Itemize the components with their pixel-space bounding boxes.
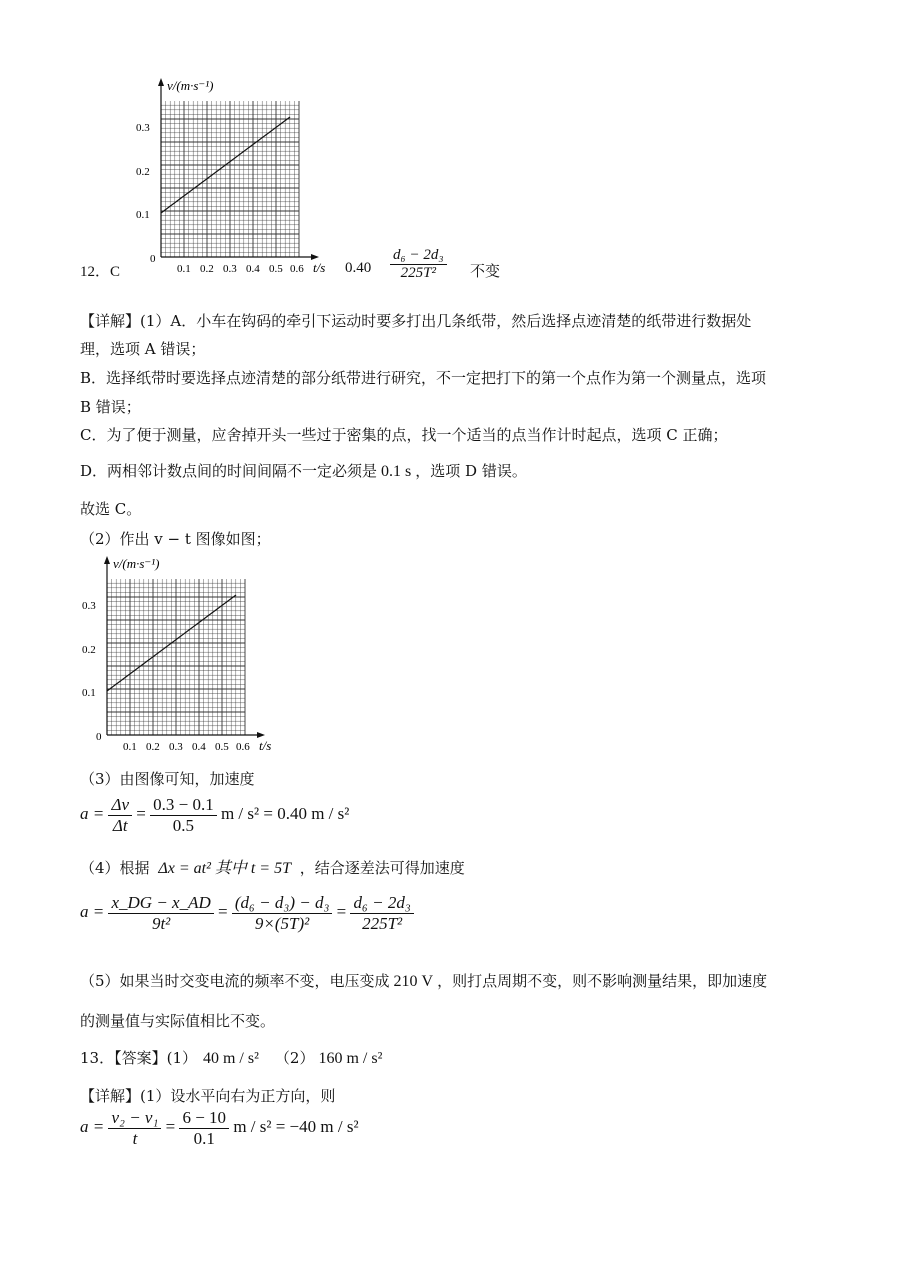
detail-p5a: [80, 970, 767, 991]
eq3-f2-num: 0.3 − 0.1: [150, 795, 217, 816]
eq4-f2-num: (d₆ − d₃) − d₃: [232, 893, 333, 914]
detail-p3: （3）由图像可知，加速度: [80, 770, 255, 788]
x-tick-0.4: 0.4: [246, 263, 260, 275]
x-tick-0.1: 0.1: [123, 741, 137, 753]
eq3-rest: m / s² = 0.40 m / s²: [220, 803, 350, 823]
eq3-f1-den: Δt: [112, 815, 128, 835]
y-axis-label: v/(m·s⁻¹): [167, 78, 214, 93]
eq4-f1-den: 9t²: [151, 913, 171, 933]
q12-number: 12．C: [80, 264, 121, 280]
detail-pBb: B 错误；: [80, 398, 141, 416]
q13-a1: 40 m / s²: [202, 1050, 259, 1067]
eq4-f1-num: x_DG − x_AD: [108, 893, 213, 914]
x-axis-label: t/s: [313, 260, 326, 275]
q12-answer-4: 不变: [470, 262, 501, 280]
equation-13: a = $\frac{\text{v₂ − v₁}}{t}$ = $\frac{6 - 10}{0.1}$ m / s² = −40 m / s²: [80, 1108, 359, 1148]
p5a-value: 210 V: [393, 973, 434, 990]
q13-answer: [80, 1047, 382, 1068]
q13-header: 13．【答案】(1）: [80, 1049, 197, 1067]
detail-pC: C．为了便于测量，应舍掉开头一些过于密集的点，找一个适当的点当作计时起点，选项 C 正确；: [80, 426, 728, 444]
pD-post: ，选项 D 错误。: [415, 462, 527, 480]
eq4-f3-num: d₆ − 2d₃: [350, 893, 413, 914]
equation-4: a = $\frac{x\_DG - x\_AD}{\text{9t²}}$ = $\frac{\text{(d₆ − d₃) − d₃}}{\text{9×(5T)²}}$ = $\frac{\text{d₆ − 2d₃}}{\text{225T²}}$: [80, 893, 414, 933]
x-tick-0.4: 0.4: [192, 741, 206, 753]
equation-3: a = $\frac{\Delta v}{\Delta t}$ = $\frac{0.3 - 0.1}{0.5}$ m / s² = 0.40 m / s²: [80, 795, 350, 835]
eq4-f2-den: 9×(5T)²: [254, 913, 310, 933]
eq4-lhs: a =: [80, 901, 105, 921]
y-tick-0.3: 0.3: [82, 600, 96, 612]
ans3-denominator: 225T²: [400, 265, 436, 282]
q12-answer-2: 0.40: [345, 260, 372, 276]
x-tick-0.2: 0.2: [146, 741, 160, 753]
eq13-rest: m / s² = −40 m / s²: [233, 1116, 359, 1136]
y-tick-0.3: 0.3: [136, 122, 150, 134]
p4-pre: （4）根据: [80, 859, 150, 877]
pD-pre: D．两相邻计数点间的时间间隔不一定必须是: [80, 462, 378, 480]
x-tick-0.2: 0.2: [200, 263, 214, 275]
eq3-lhs: a =: [80, 803, 105, 823]
y-tick-0.2: 0.2: [82, 644, 96, 656]
p4-post: ，结合逐差法可得加速度: [299, 859, 465, 877]
q12-answer-3: [390, 247, 447, 283]
ans3-numerator: d₆ − 2d₃: [390, 247, 447, 265]
y-axis-label: v/(m·s⁻¹): [113, 556, 160, 571]
y-axis-arrow: [158, 78, 164, 86]
detail-p1a: 【详解】(1）A．小车在钩码的牵引下运动时要多打出几条纸带，然后选择点迹清楚的纸带进行数据处: [80, 312, 752, 330]
eq13-lhs: a =: [80, 1116, 105, 1136]
y-tick-0.1: 0.1: [136, 209, 150, 221]
graph-grid: [107, 579, 245, 735]
eq13-f1-den: t: [132, 1128, 138, 1148]
x-tick-0.3: 0.3: [223, 263, 237, 275]
x-axis-label: t/s: [259, 738, 272, 753]
x-tick-0.3: 0.3: [169, 741, 183, 753]
q13-detail: 【详解】(1）设水平向右为正方向，则: [80, 1087, 336, 1105]
eq3-f1-num: Δv: [108, 795, 132, 816]
eq3-f2-den: 0.5: [172, 815, 195, 835]
origin-label: 0: [96, 731, 102, 743]
detail-choose: 故选 C。: [80, 500, 142, 518]
pD-value: 0.1 s: [381, 463, 412, 480]
graph-grid: [161, 101, 299, 257]
x-tick-0.5: 0.5: [215, 741, 229, 753]
detail-pD: [80, 460, 527, 481]
eq13-f1-num: v₂ − v₁: [108, 1108, 161, 1129]
x-tick-0.6: 0.6: [236, 741, 250, 753]
p4-eq: Δx = at² 其中 t = 5T: [158, 860, 292, 877]
q13-mid: （2）: [274, 1049, 315, 1067]
y-tick-0.1: 0.1: [82, 687, 96, 699]
x-tick-0.1: 0.1: [177, 263, 191, 275]
eq4-f3-den: 225T²: [362, 913, 403, 933]
detail-p5b: 的测量值与实际值相比不变。: [80, 1012, 276, 1030]
detail-p4: [80, 855, 465, 878]
detail-p1b: 理，选项 A 错误；: [80, 340, 206, 358]
detail-p2: （2）作出 v − t 图像如图；: [80, 530, 271, 548]
q13-a2: 160 m / s²: [318, 1050, 383, 1067]
p5a-pre: （5）如果当时交变电流的频率不变，电压变成: [80, 972, 390, 990]
y-tick-0.2: 0.2: [136, 166, 150, 178]
x-tick-0.5: 0.5: [269, 263, 283, 275]
eq13-f2-den: 0.1: [193, 1128, 215, 1148]
y-axis-arrow: [104, 556, 110, 564]
eq13-f2-num: 6 − 10: [179, 1108, 229, 1129]
origin-label: 0: [150, 253, 156, 265]
p5a-post: ，则打点周期不变，则不影响测量结果，即加速度: [437, 972, 768, 990]
vt-graph-top: [130, 72, 326, 277]
detail-pBa: B．选择纸带时要选择点迹清楚的部分纸带进行研究，不一定把打下的第一个点作为第一个测量点，选项: [80, 369, 767, 387]
x-tick-0.6: 0.6: [290, 263, 304, 275]
vt-graph-detail: [76, 550, 272, 755]
